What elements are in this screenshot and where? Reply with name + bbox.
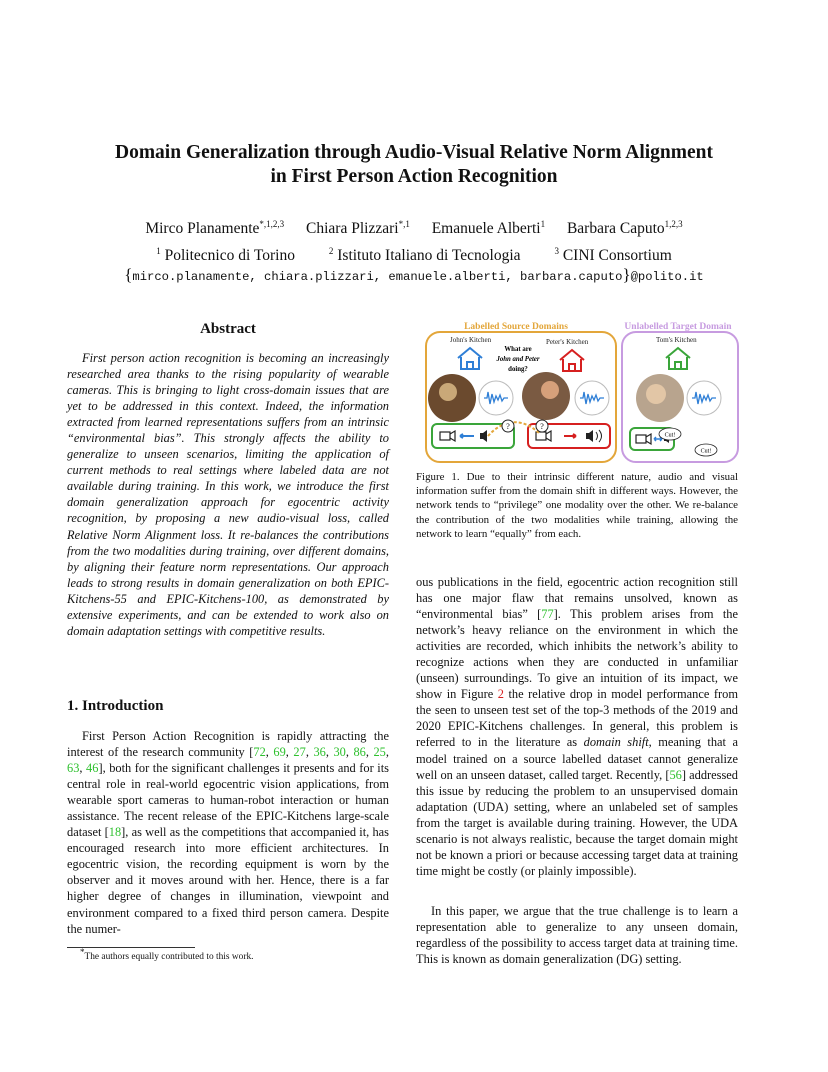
- hand-shape: [541, 381, 559, 399]
- affil-sup: 1: [156, 245, 161, 256]
- footnote-mark: *: [80, 946, 85, 957]
- question-line-1: What are: [504, 346, 532, 353]
- question-mark: ?: [540, 422, 544, 431]
- citation-link[interactable]: 27: [293, 745, 306, 760]
- kitchen-label-tom: Tom's Kitchen: [656, 336, 697, 344]
- author-list: [60, 219, 768, 239]
- intro-paragraph-1-continued: [416, 574, 738, 879]
- title-line-2: in First Person Action Recognition: [270, 166, 558, 187]
- citation-link[interactable]: 36: [313, 745, 326, 760]
- abstract-text: First person action recognition is becoming an increasingly researched area thanks to the rising popularity of wearable cameras. This is bringing to light cross-domain issues that are yet to be addressed in this context. Indeed, the information extracted from learned representations suffers from an intrinsic “environmental bias”. This strongly affects the ability to generalize to unseen scenarios, limiting the application of current methods to real settings where labeled data are not available during training. In this work, we introduce the first domain generalization approach for egocentric activity recognition, by proposing a new audio-visual loss, called Relative Norm Alignment loss. It re-balances the contributions from the two modalities during training, over different domains, by aligning their feature norm representations. Our approach leads to strong results in domain generalization on both EPIC-Kitchens-55 and EPIC-Kitchens-100, as demonstrated by extensive experiments, and can be extended to work also on domain adaptation settings with competitive results.: [67, 351, 389, 638]
- author-name: Mirco Planamente: [145, 220, 260, 237]
- affiliation-list: [60, 246, 768, 266]
- brace-open: {: [124, 265, 133, 284]
- text-run: ] addressed this issue by reducing the problem to an unsupervised domain adaptation (UDA) setting, where an unlabeled set of samples from the target is available during training. However, the UDA scenario is not always realistic, because the target domain might not be known a priori or because accessing target data at training time might be costly (or plainly impossible).: [416, 767, 738, 878]
- text-run: ], as well as the competitions that accompanied it, has encouraged research into more efficient architectures. In egocentric vision, the recording equipment is worn by the observer and it moves around with her. Hence, there is a far higher degree of changes in illumination, viewpoint and environment compared to a fixed third person camera. Despite the numer-: [67, 825, 390, 936]
- hand-shape: [646, 384, 666, 404]
- figure-1: [424, 318, 740, 466]
- affiliation-1: [156, 247, 295, 264]
- label-source-domains: Labelled Source Domains: [464, 322, 568, 332]
- author-sup: *,1,2,3: [259, 218, 285, 229]
- title-line-1: Domain Generalization through Audio-Visual Relative Norm Alignment: [114, 142, 713, 163]
- question-line-3: doing?: [508, 366, 528, 373]
- cut-label: Cut!: [700, 448, 712, 455]
- figure-1-caption: Figure 1. Due to their intrinsic different nature, audio and visual information suffer from the domain shift in different ways. However, the network tends to “privilege” one modality over the other. We re-balance the contribution of the two modalities while training, allowing the network to learn “equally” from each.: [416, 471, 738, 540]
- house-icon: [458, 348, 482, 369]
- section-heading-introduction: 1. Introduction: [67, 698, 164, 714]
- footnote: [67, 946, 389, 964]
- author-sup: *,1: [398, 218, 410, 229]
- citation-link[interactable]: 69: [273, 745, 286, 760]
- question-line-2: John and Peter: [496, 356, 540, 363]
- kitchen-label-john: John's Kitchen: [450, 336, 492, 344]
- author-name: Chiara Plizzari: [306, 220, 399, 237]
- email-domain: @polito.it: [630, 270, 704, 284]
- author-sup: 1,2,3: [664, 218, 683, 229]
- abstract-heading: Abstract: [200, 321, 256, 337]
- text-run: ]. This problem arises from the network’s heavy reliance on the environment in which the activities are recorded, which inhibits the network’s ability to recognize actions when they are conducted in unfamiliar (unseen) surroundings. To give an intuition of its impact, we show in Figure: [416, 607, 738, 702]
- text-run: First Person Action Recognition is rapidly attracting the interest of the research community [: [67, 729, 389, 760]
- citation-link[interactable]: 46: [86, 761, 99, 776]
- affil-sup: 2: [328, 245, 334, 256]
- intro-paragraph-1: First Person Action Recognition is rapidly attracting the interest of the research community [72, 69, 27, 36, 30, 86, 25, 63, 46], both for the significant challenges it presents and for its central role in real-world egocentric vision applications, from wearable sport cameras to human-robot interaction or human assistance. The recent release of the EPIC-Kitchens large-scale dataset [18], as well as the competitions that accompanied it, has encouraged research into more efficient architectures. In egocentric vision, the recording equipment is worn by the observer and it moves around with her. Hence, there is a far higher degree of changes in illumination, viewpoint and environment compared to a fixed third person camera. Despite the numer-: [67, 729, 390, 936]
- affil-name: CINI Consortium: [562, 247, 672, 264]
- author-name: Barbara Caputo: [566, 220, 665, 237]
- footnote-rule: [67, 947, 195, 948]
- citation-link[interactable]: 25: [373, 745, 386, 760]
- label-target-domain: Unlabelled Target Domain: [624, 322, 732, 332]
- affil-sup: 3: [554, 245, 559, 256]
- emphasis: domain shift: [583, 735, 649, 750]
- brace-close: }: [622, 265, 631, 284]
- email-list: mirco.planamente, chiara.plizzari, emanuele.alberti, barbara.caputo: [132, 270, 623, 284]
- figure-1-illustration: [424, 318, 740, 466]
- author-1: [145, 220, 284, 237]
- kitchen-label-peter: Peter's Kitchen: [546, 338, 589, 346]
- text-run: ous publications in the field, egocentric action recognition still has one major flaw that remains unsolved, known as “environmental bias” [: [416, 575, 738, 622]
- text-run: , meaning that a model trained on a source labelled dataset cannot generalize well on an unseen dataset, called target. Recently, [: [416, 735, 738, 782]
- affil-name: Istituto Italiano di Tecnologia: [337, 247, 521, 264]
- author-sup: 1: [540, 218, 546, 229]
- citation-link[interactable]: 30: [333, 745, 346, 760]
- affil-name: Politecnico di Torino: [164, 247, 295, 264]
- intro-paragraph-2: In this paper, we argue that the true challenge is to learn a representation able to generalize to any unseen domain, regardless of the possibility to access target data at training time. This is known as domain generalization (DG) setting.: [416, 904, 738, 967]
- citation-link[interactable]: 18: [108, 825, 122, 840]
- author-3: [432, 220, 545, 237]
- citation-link[interactable]: 63: [67, 761, 80, 776]
- author-4: [567, 220, 683, 237]
- affiliation-3: [554, 247, 671, 264]
- figure-ref-link[interactable]: 2: [497, 687, 504, 702]
- author-emails: [60, 266, 768, 286]
- affiliation-2: [329, 247, 521, 264]
- footnote-text: The authors equally contributed to this work.: [84, 952, 254, 962]
- cut-label: Cut!: [664, 432, 676, 439]
- text-run: the relative drop in model performance from the seen to unseen test set of the top-3 methods of the 2019 and 2020 EPIC-Kitchens challenges. In general, this problem is referred to in the literature as: [416, 687, 738, 750]
- hand-shape: [439, 383, 457, 401]
- author-2: [306, 220, 410, 237]
- text-run: ], both for the significant challenges it presents and for its central role in real-world egocentric vision applications, from wearable sport cameras to human-robot interaction or human assistance. The recent release of the EPIC-Kitchens large-scale dataset [: [67, 761, 389, 840]
- citation-link[interactable]: 86: [353, 745, 366, 760]
- citation-link[interactable]: 77: [541, 607, 554, 622]
- paper-title: [60, 141, 768, 189]
- citation-link[interactable]: 72: [253, 745, 266, 760]
- question-mark: ?: [506, 422, 510, 431]
- citation-link[interactable]: 56: [669, 767, 682, 782]
- house-icon: [560, 350, 584, 371]
- house-icon: [666, 348, 690, 369]
- author-name: Emanuele Alberti: [431, 220, 541, 237]
